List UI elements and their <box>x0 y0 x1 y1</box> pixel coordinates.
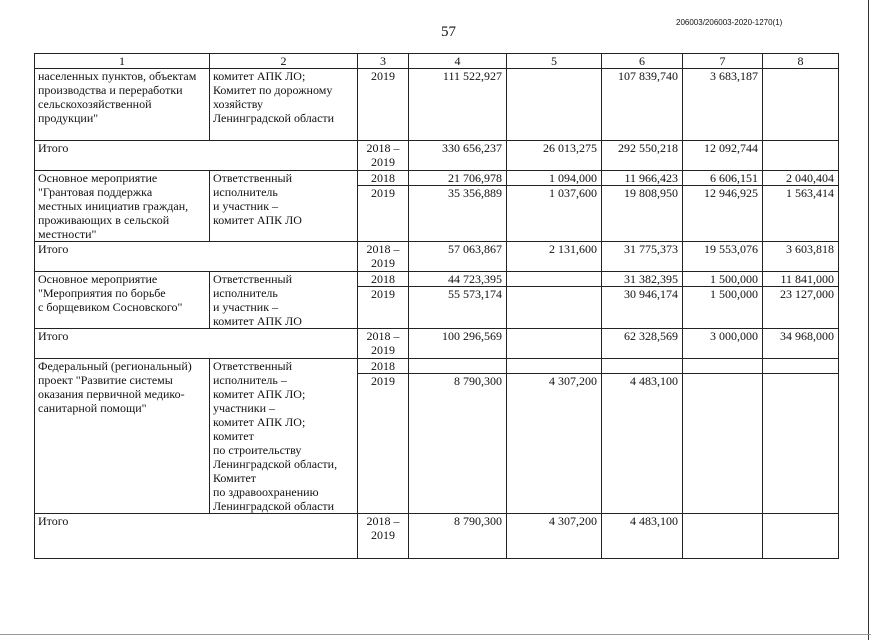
value-cell <box>507 272 602 287</box>
year-cell: 2018 – 2019 <box>358 329 409 359</box>
value-cell: 4 483,100 <box>602 514 683 559</box>
activity-cell: населенных пунктов, объектам производства и переработки сельскохозяйственной продукции" <box>35 69 210 141</box>
value-cell: 4 307,200 <box>507 374 602 514</box>
value-cell: 34 968,000 <box>763 329 839 359</box>
col-header: 1 <box>35 54 210 69</box>
activity-cell: Основное мероприятие "Мероприятия по борьбе с борщевиком Сосновского" <box>35 272 210 329</box>
col-header: 7 <box>683 54 763 69</box>
value-cell: 31 775,373 <box>602 242 683 272</box>
year-cell: 2018 – 2019 <box>358 514 409 559</box>
value-cell: 31 382,395 <box>602 272 683 287</box>
value-cell: 1 500,000 <box>683 272 763 287</box>
value-cell <box>763 69 839 141</box>
value-cell: 3 683,187 <box>683 69 763 141</box>
year-cell: 2019 <box>358 287 409 329</box>
value-cell: 107 839,740 <box>602 69 683 141</box>
value-cell: 35 356,889 <box>409 186 507 242</box>
value-cell: 8 790,300 <box>409 514 507 559</box>
total-label: Итого <box>35 242 358 272</box>
col-header: 8 <box>763 54 839 69</box>
value-cell: 2 131,600 <box>507 242 602 272</box>
executor-cell: Ответственный исполнитель и участник – комитет АПК ЛО <box>210 171 358 242</box>
year-cell: 2018 <box>358 171 409 186</box>
value-cell: 1 563,414 <box>763 186 839 242</box>
value-cell: 1 094,000 <box>507 171 602 186</box>
value-cell <box>683 359 763 374</box>
value-cell: 4 307,200 <box>507 514 602 559</box>
value-cell <box>763 359 839 374</box>
value-cell: 292 550,218 <box>602 141 683 171</box>
value-cell: 11 966,423 <box>602 171 683 186</box>
col-header: 4 <box>409 54 507 69</box>
value-cell <box>507 69 602 141</box>
year-cell: 2019 <box>358 69 409 141</box>
value-cell: 12 946,925 <box>683 186 763 242</box>
value-cell: 21 706,978 <box>409 171 507 186</box>
executor-cell: Ответственный исполнитель и участник – комитет АПК ЛО <box>210 272 358 329</box>
value-cell: 55 573,174 <box>409 287 507 329</box>
value-cell: 1 500,000 <box>683 287 763 329</box>
year-cell: 2019 <box>358 374 409 514</box>
total-row <box>35 329 839 359</box>
value-cell: 1 037,600 <box>507 186 602 242</box>
value-cell <box>683 374 763 514</box>
document-code: 206003/206003-2020-1270(1) <box>676 18 783 27</box>
value-cell: 62 328,569 <box>602 329 683 359</box>
table-row <box>35 69 839 141</box>
col-header: 5 <box>507 54 602 69</box>
value-cell: 44 723,395 <box>409 272 507 287</box>
total-label: Итого <box>35 141 358 171</box>
activity-cell: Основное мероприятие "Грантовая поддержка местных инициатив граждан, проживающих в сельской местности" <box>35 171 210 242</box>
value-cell: 4 483,100 <box>602 374 683 514</box>
value-cell <box>763 141 839 171</box>
year-cell: 2018 <box>358 272 409 287</box>
year-cell: 2018 <box>358 359 409 374</box>
value-cell: 30 946,174 <box>602 287 683 329</box>
value-cell <box>409 359 507 374</box>
year-cell: 2019 <box>358 186 409 242</box>
total-row <box>35 141 839 171</box>
value-cell: 26 013,275 <box>507 141 602 171</box>
table-row <box>35 272 839 287</box>
value-cell: 11 841,000 <box>763 272 839 287</box>
total-row <box>35 514 839 559</box>
table-row <box>35 359 839 374</box>
activity-cell: Федеральный (региональный) проект "Развитие системы оказания первичной медико- санитарной помощи" <box>35 359 210 514</box>
executor-cell: комитет АПК ЛО; Комитет по дорожному хозяйству Ленинградской области <box>210 69 358 141</box>
value-cell: 3 000,000 <box>683 329 763 359</box>
value-cell <box>602 359 683 374</box>
value-cell: 23 127,000 <box>763 287 839 329</box>
header-row <box>35 54 839 69</box>
page-edge-line <box>868 0 869 640</box>
value-cell: 6 606,151 <box>683 171 763 186</box>
scan-bottom-line <box>0 634 871 635</box>
year-cell: 2018 – 2019 <box>358 242 409 272</box>
value-cell: 8 790,300 <box>409 374 507 514</box>
page-number: 57 <box>441 24 456 40</box>
total-label: Итого <box>35 514 358 559</box>
total-row <box>35 242 839 272</box>
table-row <box>35 171 839 186</box>
col-header: 2 <box>210 54 358 69</box>
value-cell: 12 092,744 <box>683 141 763 171</box>
col-header: 3 <box>358 54 409 69</box>
value-cell: 19 808,950 <box>602 186 683 242</box>
value-cell: 3 603,818 <box>763 242 839 272</box>
value-cell: 57 063,867 <box>409 242 507 272</box>
col-header: 6 <box>602 54 683 69</box>
value-cell: 2 040,404 <box>763 171 839 186</box>
value-cell <box>507 329 602 359</box>
value-cell <box>763 514 839 559</box>
value-cell <box>683 514 763 559</box>
budget-table <box>34 53 839 559</box>
total-label: Итого <box>35 329 358 359</box>
executor-cell: Ответственный исполнитель – комитет АПК ЛО; участники – комитет АПК ЛО; комитет по строительству Ленинградской области, Комитет по здравоохранению Ленинградской области <box>210 359 358 514</box>
value-cell <box>763 374 839 514</box>
value-cell: 330 656,237 <box>409 141 507 171</box>
value-cell: 19 553,076 <box>683 242 763 272</box>
value-cell <box>507 359 602 374</box>
value-cell: 100 296,569 <box>409 329 507 359</box>
value-cell: 111 522,927 <box>409 69 507 141</box>
year-cell: 2018 – 2019 <box>358 141 409 171</box>
value-cell <box>507 287 602 329</box>
